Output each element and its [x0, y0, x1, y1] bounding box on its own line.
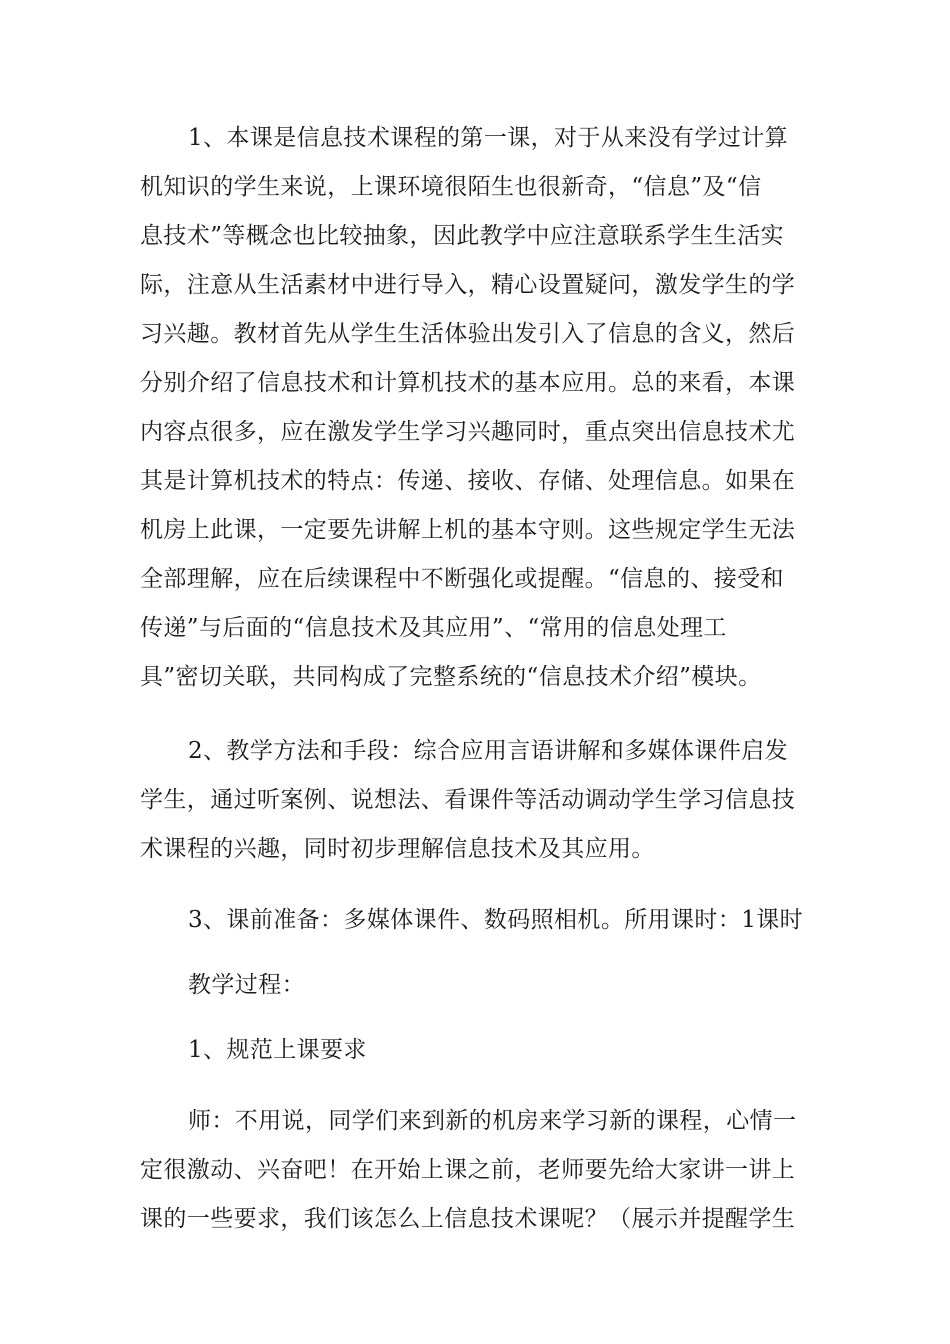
- text-line: 具”密切关联，共同构成了完整系统的“信息技术介绍”模块。: [140, 664, 762, 690]
- text-line: 学生，通过听案例、说想法、看课件等活动调动学生学习信息技: [140, 787, 796, 813]
- text-line: 定很激动、兴奋吧！在开始上课之前，老师要先给大家讲一讲上: [140, 1157, 796, 1183]
- text-line: 2、教学方法和手段：综合应用言语讲解和多媒体课件启发: [188, 738, 789, 764]
- text-line: 1、本课是信息技术课程的第一课，对于从来没有学过计算: [188, 125, 789, 151]
- text-line: 术课程的兴趣，同时初步理解信息技术及其应用。: [140, 836, 655, 862]
- text-line: 3、课前准备：多媒体课件、数码照相机。所用课时：1课时: [188, 907, 804, 933]
- text-line: 课的一些要求，我们该怎么上信息技术课呢？（展示并提醒学生: [140, 1206, 796, 1232]
- text-line: 机知识的学生来说，上课环境很陌生也很新奇，“信息”及“信: [140, 174, 762, 200]
- subsection-heading: 1、规范上课要求: [188, 1037, 367, 1063]
- section-heading: 教学过程：: [188, 972, 305, 998]
- text-line: 分别介绍了信息技术和计算机技术的基本应用。总的来看，本课: [140, 370, 796, 396]
- text-line: 全部理解，应在后续课程中不断强化或提醒。“信息的、接受和: [140, 566, 784, 592]
- text-line: 内容点很多，应在激发学生学习兴趣同时，重点突出信息技术尤: [140, 419, 796, 445]
- text-line: 其是计算机技术的特点：传递、接收、存储、处理信息。如果在: [140, 468, 796, 494]
- text-line: 师：不用说，同学们来到新的机房来学习新的课程，心情一: [188, 1108, 797, 1134]
- text-line: 传递”与后面的“信息技术及其应用”、“常用的信息处理工: [140, 615, 727, 641]
- text-line: 息技术”等概念也比较抽象，因此教学中应注意联系学生生活实: [140, 223, 784, 249]
- text-line: 际，注意从生活素材中进行导入，精心设置疑问，激发学生的学: [140, 272, 796, 298]
- text-line: 机房上此课，一定要先讲解上机的基本守则。这些规定学生无法: [140, 517, 796, 543]
- text-line: 习兴趣。教材首先从学生生活体验出发引入了信息的含义，然后: [140, 321, 796, 347]
